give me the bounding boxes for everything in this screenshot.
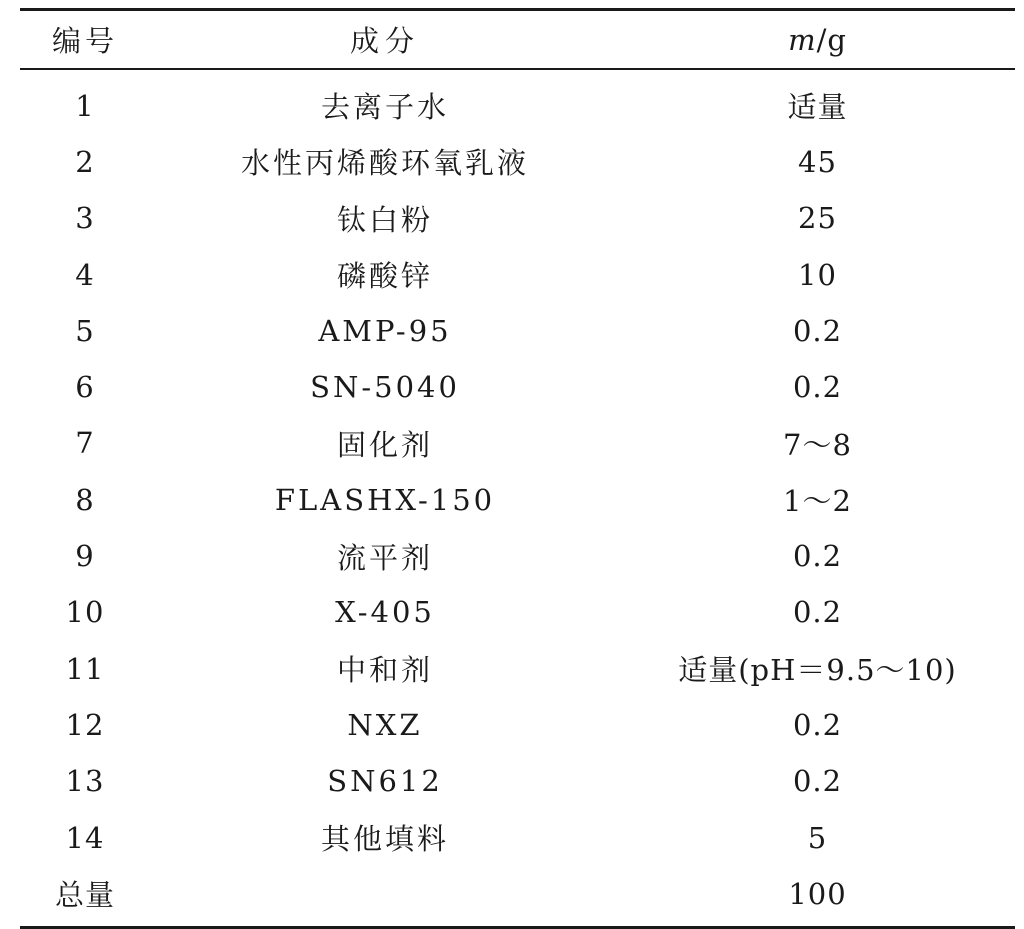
table-row xyxy=(20,190,1015,246)
table-row xyxy=(20,472,1015,528)
row-mass: 适量 xyxy=(787,90,848,125)
row-mass: 25 xyxy=(798,201,837,236)
row-id: 1 xyxy=(75,88,95,123)
row-component: 钛白粉 xyxy=(336,202,433,237)
row-id: 8 xyxy=(75,482,95,517)
row-id: 2 xyxy=(75,144,95,179)
row-id: 5 xyxy=(75,313,95,348)
table-row xyxy=(20,415,1015,471)
row-id: 3 xyxy=(75,201,95,236)
row-component: 中和剂 xyxy=(336,653,433,688)
row-id: 10 xyxy=(65,595,105,630)
row-id: 4 xyxy=(75,257,95,292)
row-id: 12 xyxy=(65,707,105,742)
row-mass: 0.2 xyxy=(792,370,843,405)
table-row xyxy=(20,528,1015,584)
row-component: 流平剂 xyxy=(336,540,433,575)
table-row xyxy=(20,78,1015,134)
table-row xyxy=(20,359,1015,415)
row-component: NXZ xyxy=(347,707,423,742)
row-mass: 0.2 xyxy=(792,707,843,742)
table-row xyxy=(20,134,1015,190)
row-component: SN612 xyxy=(327,764,443,799)
header-mass-symbol: m xyxy=(788,22,817,57)
header-id: 编号 xyxy=(51,24,118,58)
row-mass: 适量(pH＝9.5～10) xyxy=(678,653,957,688)
row-mass: 0.2 xyxy=(792,539,843,574)
row-component: X-405 xyxy=(335,595,435,630)
table-header-row xyxy=(20,11,1015,68)
table-row xyxy=(20,809,1015,865)
row-mass: 45 xyxy=(798,144,837,179)
row-component: 水性丙烯酸环氧乳液 xyxy=(240,146,529,181)
total-mass: 100 xyxy=(788,876,847,911)
row-id: 7 xyxy=(75,426,95,461)
row-component: 磷酸锌 xyxy=(336,259,433,294)
row-id: 14 xyxy=(65,820,105,855)
row-mass: 0.2 xyxy=(792,595,843,630)
row-component: 其他填料 xyxy=(320,822,449,856)
table-row xyxy=(20,753,1015,809)
row-id: 11 xyxy=(65,651,105,686)
row-component: SN-5040 xyxy=(310,370,460,405)
table-row xyxy=(20,584,1015,640)
row-component: 去离子水 xyxy=(320,90,449,125)
formulation-table xyxy=(20,8,1015,929)
row-component: AMP-95 xyxy=(318,313,452,348)
row-mass: 10 xyxy=(798,257,837,292)
header-mass xyxy=(620,23,1015,57)
row-component: 固化剂 xyxy=(336,427,433,462)
row-mass: 0.2 xyxy=(792,764,843,799)
table-row xyxy=(20,640,1015,696)
table-row xyxy=(20,303,1015,359)
row-id: 13 xyxy=(65,764,105,799)
row-id: 6 xyxy=(75,370,95,405)
header-component: 成分 xyxy=(349,24,420,58)
row-component: FLASHX-150 xyxy=(274,482,496,517)
row-id: 9 xyxy=(75,539,95,574)
table-body xyxy=(20,70,1015,926)
table-row xyxy=(20,697,1015,753)
row-mass: 1～2 xyxy=(783,484,852,519)
row-mass: 7～8 xyxy=(783,427,852,462)
header-mass-unit: /g xyxy=(816,22,847,57)
table-total-row xyxy=(20,866,1015,922)
total-label: 总量 xyxy=(54,878,115,913)
table-row xyxy=(20,246,1015,302)
row-mass: 0.2 xyxy=(792,313,843,348)
row-mass: 5 xyxy=(807,820,828,855)
